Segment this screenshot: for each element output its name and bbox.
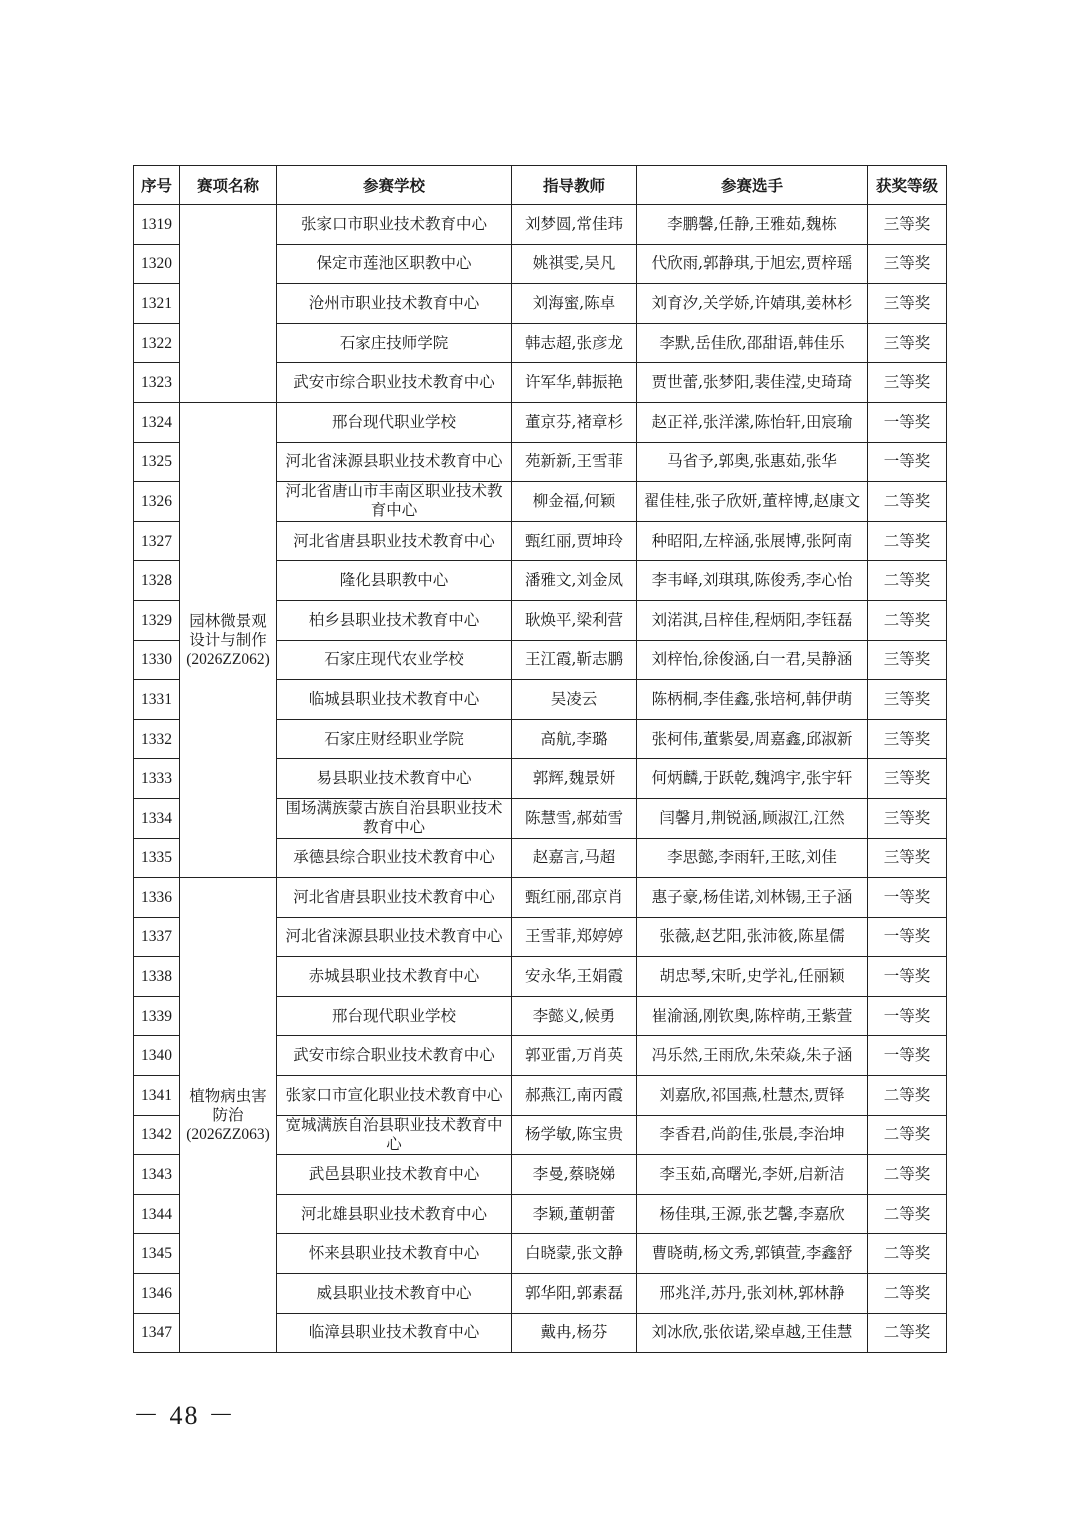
cell-teacher: 王雪菲,郑婷婷: [512, 917, 637, 957]
cell-seq: 1340: [134, 1036, 180, 1076]
cell-seq: 1344: [134, 1194, 180, 1234]
cell-seq: 1322: [134, 323, 180, 363]
cell-school: 石家庄技师学院: [277, 323, 512, 363]
cell-seq: 1326: [134, 482, 180, 522]
event-name: 园林微景观设计与制作: [189, 611, 267, 649]
cell-teacher: 王江霞,靳志鹏: [512, 640, 637, 680]
cell-seq: 1335: [134, 838, 180, 878]
header-school: 参赛学校: [277, 166, 512, 205]
cell-seq: 1329: [134, 600, 180, 640]
cell-award: 二等奖: [868, 1194, 947, 1234]
cell-students: 杨佳琪,王源,张艺馨,李嘉欣: [637, 1194, 868, 1234]
table-row: [134, 878, 947, 918]
cell-award: 一等奖: [868, 996, 947, 1036]
event-name-cell: [180, 402, 277, 877]
cell-school: 武安市综合职业技术教育中心: [277, 363, 512, 403]
cell-award: 三等奖: [868, 838, 947, 878]
cell-award: 三等奖: [868, 719, 947, 759]
cell-students: 贾世蕾,张梦阳,裴佳滢,史琦琦: [637, 363, 868, 403]
cell-school: 保定市莲池区职教中心: [277, 244, 512, 284]
cell-school: 张家口市宣化职业技术教育中心: [277, 1076, 512, 1116]
cell-award: 一等奖: [868, 878, 947, 918]
cell-teacher: 韩志超,张彦龙: [512, 323, 637, 363]
cell-school: 河北省唐山市丰南区职业技术教育中心: [277, 482, 512, 522]
cell-teacher: 戴冉,杨芬: [512, 1313, 637, 1353]
cell-school: 沧州市职业技术教育中心: [277, 284, 512, 324]
table-body: [134, 205, 947, 1353]
cell-award: 三等奖: [868, 759, 947, 799]
cell-seq: 1341: [134, 1076, 180, 1116]
cell-award: 三等奖: [868, 323, 947, 363]
cell-teacher: 高航,李璐: [512, 719, 637, 759]
cell-award: 三等奖: [868, 284, 947, 324]
cell-teacher: 郭亚雷,万肖英: [512, 1036, 637, 1076]
cell-students: 刘梓怡,徐俊涵,白一君,吴静涵: [637, 640, 868, 680]
cell-award: 二等奖: [868, 1313, 947, 1353]
cell-school: 临城县职业技术教育中心: [277, 680, 512, 720]
cell-school: 河北省涞源县职业技术教育中心: [277, 442, 512, 482]
event-name-cell: [180, 878, 277, 1353]
cell-school: 邢台现代职业学校: [277, 402, 512, 442]
cell-students: 陈柄桐,李佳鑫,张培柯,韩伊萌: [637, 680, 868, 720]
cell-seq: 1325: [134, 442, 180, 482]
cell-teacher: 白晓蒙,张文静: [512, 1234, 637, 1274]
cell-award: 一等奖: [868, 917, 947, 957]
cell-award: 三等奖: [868, 244, 947, 284]
cell-students: 李韦峄,刘琪琪,陈俊秀,李心怡: [637, 561, 868, 601]
header-award: 获奖等级: [868, 166, 947, 205]
cell-school: 围场满族蒙古族自治县职业技术教育中心: [277, 798, 512, 838]
cell-students: 李玉茹,高曙光,李妍,启新洁: [637, 1155, 868, 1195]
cell-seq: 1347: [134, 1313, 180, 1353]
cell-school: 邢台现代职业学校: [277, 996, 512, 1036]
cell-seq: 1336: [134, 878, 180, 918]
cell-school: 河北省唐县职业技术教育中心: [277, 878, 512, 918]
cell-students: 惠子豪,杨佳诺,刘林锡,王子涵: [637, 878, 868, 918]
cell-school: 宽城满族自治县职业技术教育中心: [277, 1115, 512, 1155]
cell-teacher: 李曼,蔡晓娣: [512, 1155, 637, 1195]
cell-seq: 1321: [134, 284, 180, 324]
cell-award: 二等奖: [868, 600, 947, 640]
cell-teacher: 董京芬,褚章杉: [512, 402, 637, 442]
header-row: [134, 166, 947, 205]
cell-award: 三等奖: [868, 205, 947, 245]
cell-school: 临漳县职业技术教育中心: [277, 1313, 512, 1353]
page-number: － 48 －: [133, 1401, 237, 1430]
cell-school: 怀来县职业技术教育中心: [277, 1234, 512, 1274]
cell-students: 冯乐然,王雨欣,朱荣焱,朱子涵: [637, 1036, 868, 1076]
cell-students: 赵正祥,张洋潆,陈怡轩,田宸瑜: [637, 402, 868, 442]
cell-seq: 1330: [134, 640, 180, 680]
cell-teacher: 郭华阳,郭素磊: [512, 1274, 637, 1314]
cell-teacher: 潘雅文,刘金凤: [512, 561, 637, 601]
cell-seq: 1334: [134, 798, 180, 838]
cell-seq: 1346: [134, 1274, 180, 1314]
cell-teacher: 赵嘉言,马超: [512, 838, 637, 878]
cell-school: 石家庄现代农业学校: [277, 640, 512, 680]
cell-students: 胡忠琴,宋昕,史学礼,任丽颖: [637, 957, 868, 997]
cell-seq: 1319: [134, 205, 180, 245]
cell-students: 翟佳桂,张子欣妍,董梓博,赵康文: [637, 482, 868, 522]
cell-school: 河北省涞源县职业技术教育中心: [277, 917, 512, 957]
cell-school: 张家口市职业技术教育中心: [277, 205, 512, 245]
header-teacher: 指导教师: [512, 166, 637, 205]
cell-seq: 1331: [134, 680, 180, 720]
cell-teacher: 杨学敏,陈宝贵: [512, 1115, 637, 1155]
event-code: (2026ZZ063): [186, 1125, 270, 1143]
cell-award: 二等奖: [868, 521, 947, 561]
cell-award: 二等奖: [868, 482, 947, 522]
event-name-cell: [180, 205, 277, 403]
cell-teacher: 柳金福,何颖: [512, 482, 637, 522]
cell-school: 威县职业技术教育中心: [277, 1274, 512, 1314]
cell-award: 一等奖: [868, 442, 947, 482]
cell-teacher: 刘海蜜,陈卓: [512, 284, 637, 324]
cell-students: 李香君,尚韵佳,张晨,李治坤: [637, 1115, 868, 1155]
header-seq: 序号: [134, 166, 180, 205]
cell-teacher: 安永华,王娟霞: [512, 957, 637, 997]
cell-school: 易县职业技术教育中心: [277, 759, 512, 799]
cell-teacher: 陈慧雪,郝茹雪: [512, 798, 637, 838]
cell-students: 何炳麟,于跃乾,魏鸿宇,张宇轩: [637, 759, 868, 799]
cell-students: 曹晓萌,杨文秀,郭镇萱,李鑫舒: [637, 1234, 868, 1274]
cell-school: 武安市综合职业技术教育中心: [277, 1036, 512, 1076]
cell-award: 三等奖: [868, 798, 947, 838]
cell-award: 二等奖: [868, 1234, 947, 1274]
cell-teacher: 刘梦圆,常佳玮: [512, 205, 637, 245]
cell-teacher: 李颖,董朝蕾: [512, 1194, 637, 1234]
cell-award: 三等奖: [868, 640, 947, 680]
cell-seq: 1337: [134, 917, 180, 957]
cell-seq: 1323: [134, 363, 180, 403]
cell-students: 刘嘉欣,祁国燕,杜慧杰,贾铎: [637, 1076, 868, 1116]
cell-seq: 1332: [134, 719, 180, 759]
cell-school: 河北雄县职业技术教育中心: [277, 1194, 512, 1234]
cell-seq: 1339: [134, 996, 180, 1036]
cell-students: 张薇,赵艺阳,张沛筱,陈星儒: [637, 917, 868, 957]
cell-teacher: 许军华,韩振艳: [512, 363, 637, 403]
cell-students: 张柯伟,董紫晏,周嘉鑫,邱淑新: [637, 719, 868, 759]
cell-award: 二等奖: [868, 561, 947, 601]
cell-award: 一等奖: [868, 1036, 947, 1076]
awards-table: [133, 165, 947, 1353]
cell-students: 李默,岳佳欣,邵甜语,韩佳乐: [637, 323, 868, 363]
cell-teacher: 耿焕平,梁利营: [512, 600, 637, 640]
cell-students: 种昭阳,左梓涵,张展博,张阿南: [637, 521, 868, 561]
cell-seq: 1338: [134, 957, 180, 997]
cell-teacher: 郝燕江,南丙霞: [512, 1076, 637, 1116]
cell-students: 刘渃淇,吕梓佳,程炳阳,李钰磊: [637, 600, 868, 640]
cell-seq: 1328: [134, 561, 180, 601]
cell-students: 代欣雨,郭静琪,于旭宏,贾梓瑶: [637, 244, 868, 284]
cell-teacher: 郭辉,魏景妍: [512, 759, 637, 799]
cell-award: 一等奖: [868, 402, 947, 442]
cell-school: 承德县综合职业技术教育中心: [277, 838, 512, 878]
cell-teacher: 李懿义,候勇: [512, 996, 637, 1036]
cell-students: 崔渝涵,刚钦奥,陈梓萌,王紫萱: [637, 996, 868, 1036]
cell-students: 刘育汐,关学娇,许婧琪,姜林杉: [637, 284, 868, 324]
table-row: [134, 402, 947, 442]
cell-teacher: 苑新新,王雪菲: [512, 442, 637, 482]
cell-students: 李思懿,李雨轩,王昡,刘佳: [637, 838, 868, 878]
cell-school: 隆化县职教中心: [277, 561, 512, 601]
cell-award: 二等奖: [868, 1274, 947, 1314]
cell-seq: 1327: [134, 521, 180, 561]
cell-school: 柏乡县职业技术教育中心: [277, 600, 512, 640]
cell-students: 闫馨月,荆锐涵,顾淑江,江然: [637, 798, 868, 838]
cell-students: 邢兆洋,苏丹,张刘林,郭林静: [637, 1274, 868, 1314]
cell-award: 三等奖: [868, 680, 947, 720]
header-students: 参赛选手: [637, 166, 868, 205]
cell-seq: 1324: [134, 402, 180, 442]
cell-seq: 1345: [134, 1234, 180, 1274]
cell-seq: 1343: [134, 1155, 180, 1195]
cell-seq: 1320: [134, 244, 180, 284]
cell-school: 赤城县职业技术教育中心: [277, 957, 512, 997]
cell-award: 一等奖: [868, 957, 947, 997]
cell-students: 马省予,郭奥,张惠茹,张华: [637, 442, 868, 482]
cell-school: 武邑县职业技术教育中心: [277, 1155, 512, 1195]
event-name: 植物病虫害防治: [189, 1086, 267, 1124]
cell-teacher: 姚祺雯,吴凡: [512, 244, 637, 284]
cell-students: 刘冰欣,张依诺,梁卓越,王佳慧: [637, 1313, 868, 1353]
cell-school: 河北省唐县职业技术教育中心: [277, 521, 512, 561]
cell-students: 李鹏馨,任静,王雅茹,魏栋: [637, 205, 868, 245]
cell-teacher: 吴凌云: [512, 680, 637, 720]
table-row: [134, 205, 947, 245]
header-event: 赛项名称: [180, 166, 277, 205]
cell-award: 三等奖: [868, 363, 947, 403]
cell-award: 二等奖: [868, 1115, 947, 1155]
cell-award: 二等奖: [868, 1155, 947, 1195]
cell-seq: 1333: [134, 759, 180, 799]
event-code: (2026ZZ062): [186, 650, 270, 668]
cell-award: 二等奖: [868, 1076, 947, 1116]
cell-teacher: 甄红丽,贾坤玲: [512, 521, 637, 561]
cell-teacher: 甄红丽,邵京肖: [512, 878, 637, 918]
cell-seq: 1342: [134, 1115, 180, 1155]
cell-school: 石家庄财经职业学院: [277, 719, 512, 759]
